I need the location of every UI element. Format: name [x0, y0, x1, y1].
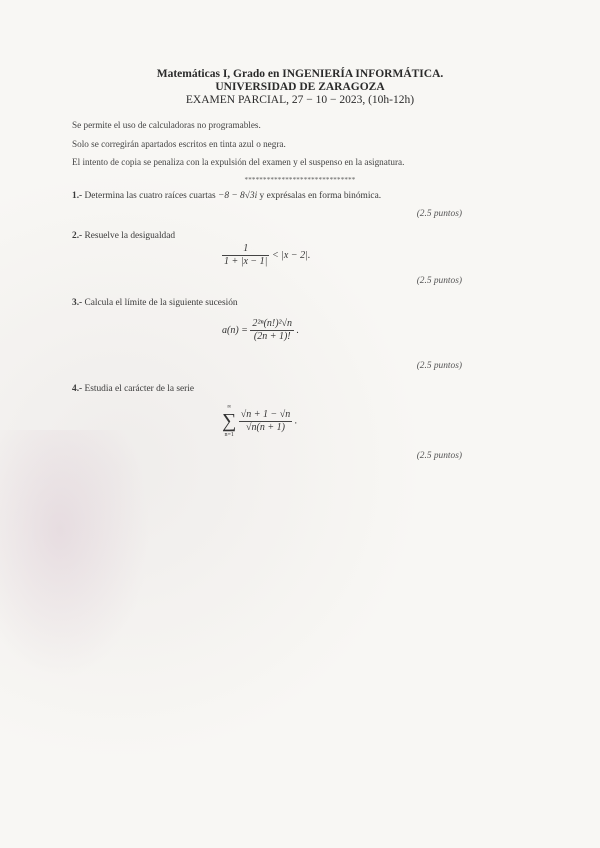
question-3-text: Calcula el límite de la siguiente sucesión: [84, 298, 238, 308]
question-3-fraction-numerator: 2²ⁿ(n!)²√n: [252, 318, 293, 329]
question-2-fraction-numerator: 1: [222, 243, 269, 256]
question-4: [72, 384, 194, 394]
question-2-fraction-denominator: 1 + |x − 1|: [224, 256, 268, 267]
sigma-icon: ∑: [222, 410, 237, 432]
header-exam-date: EXAMEN PARCIAL, 27 − 10 − 2023, (10h-12h): [185, 94, 415, 106]
question-2-text: Resuelve la desigualdad: [84, 231, 176, 241]
question-4-points: (2.5 puntos): [416, 451, 462, 461]
question-3-points: (2.5 puntos): [416, 361, 462, 371]
question-3-lhs: a(n) =: [222, 324, 248, 336]
question-3-fraction: [250, 318, 294, 343]
header-university: UNIVERSIDAD DE ZARAGOZA: [215, 81, 385, 93]
question-3: [72, 298, 238, 308]
exam-rules: [72, 116, 404, 172]
exam-header: [110, 68, 490, 107]
question-2-inequality: [222, 243, 310, 268]
rule-ink: Solo se corregirán apartados escritos en tinta azul o negra.: [72, 138, 286, 149]
summation-symbol: [222, 402, 236, 440]
paper-stain: [0, 430, 150, 680]
question-3-number: 3.-: [72, 298, 83, 308]
question-4-fraction-numerator: √n + 1 − √n: [240, 408, 291, 420]
question-1: [72, 191, 381, 201]
question-1-number: 1.-: [72, 191, 83, 201]
question-2-fraction: [222, 243, 269, 268]
sum-upper-limit: ∞: [226, 404, 232, 410]
question-2-number: 2.-: [72, 231, 83, 241]
question-2: [72, 231, 175, 241]
question-1-text-after: y exprésalas en forma binómica.: [259, 191, 382, 201]
rule-calculators: Se permite el uso de calculadoras no programables.: [72, 120, 261, 130]
question-1-formula: −8 − 8√3i: [218, 191, 258, 201]
question-4-fraction: [239, 409, 292, 434]
question-2-points: (2.5 puntos): [416, 276, 462, 286]
question-3-fraction-denominator: (2n + 1)!: [253, 331, 291, 342]
sum-lower-limit: n=1: [224, 432, 234, 438]
question-4-end: .: [294, 415, 298, 427]
question-4-fraction-denominator: √n(n + 1): [246, 421, 285, 433]
separator: ******************************: [244, 176, 356, 184]
question-2-rhs: < |x − 2|.: [271, 249, 311, 261]
question-4-series: [222, 402, 297, 440]
question-1-points: (2.5 puntos): [416, 209, 462, 219]
question-4-text: Estudia el carácter de la serie: [84, 384, 195, 394]
question-1-text: Determina las cuatro raíces cuartas: [84, 191, 216, 201]
question-4-number: 4.-: [72, 384, 83, 394]
header-course: Matemáticas I, Grado en INGENIERÍA INFORMÁTICA.: [156, 68, 444, 80]
rule-copying: El intento de copia se penaliza con la expulsión del examen y el suspenso en la asignatura.: [72, 157, 405, 167]
question-3-sequence: [222, 318, 299, 343]
question-3-end: .: [296, 324, 300, 336]
